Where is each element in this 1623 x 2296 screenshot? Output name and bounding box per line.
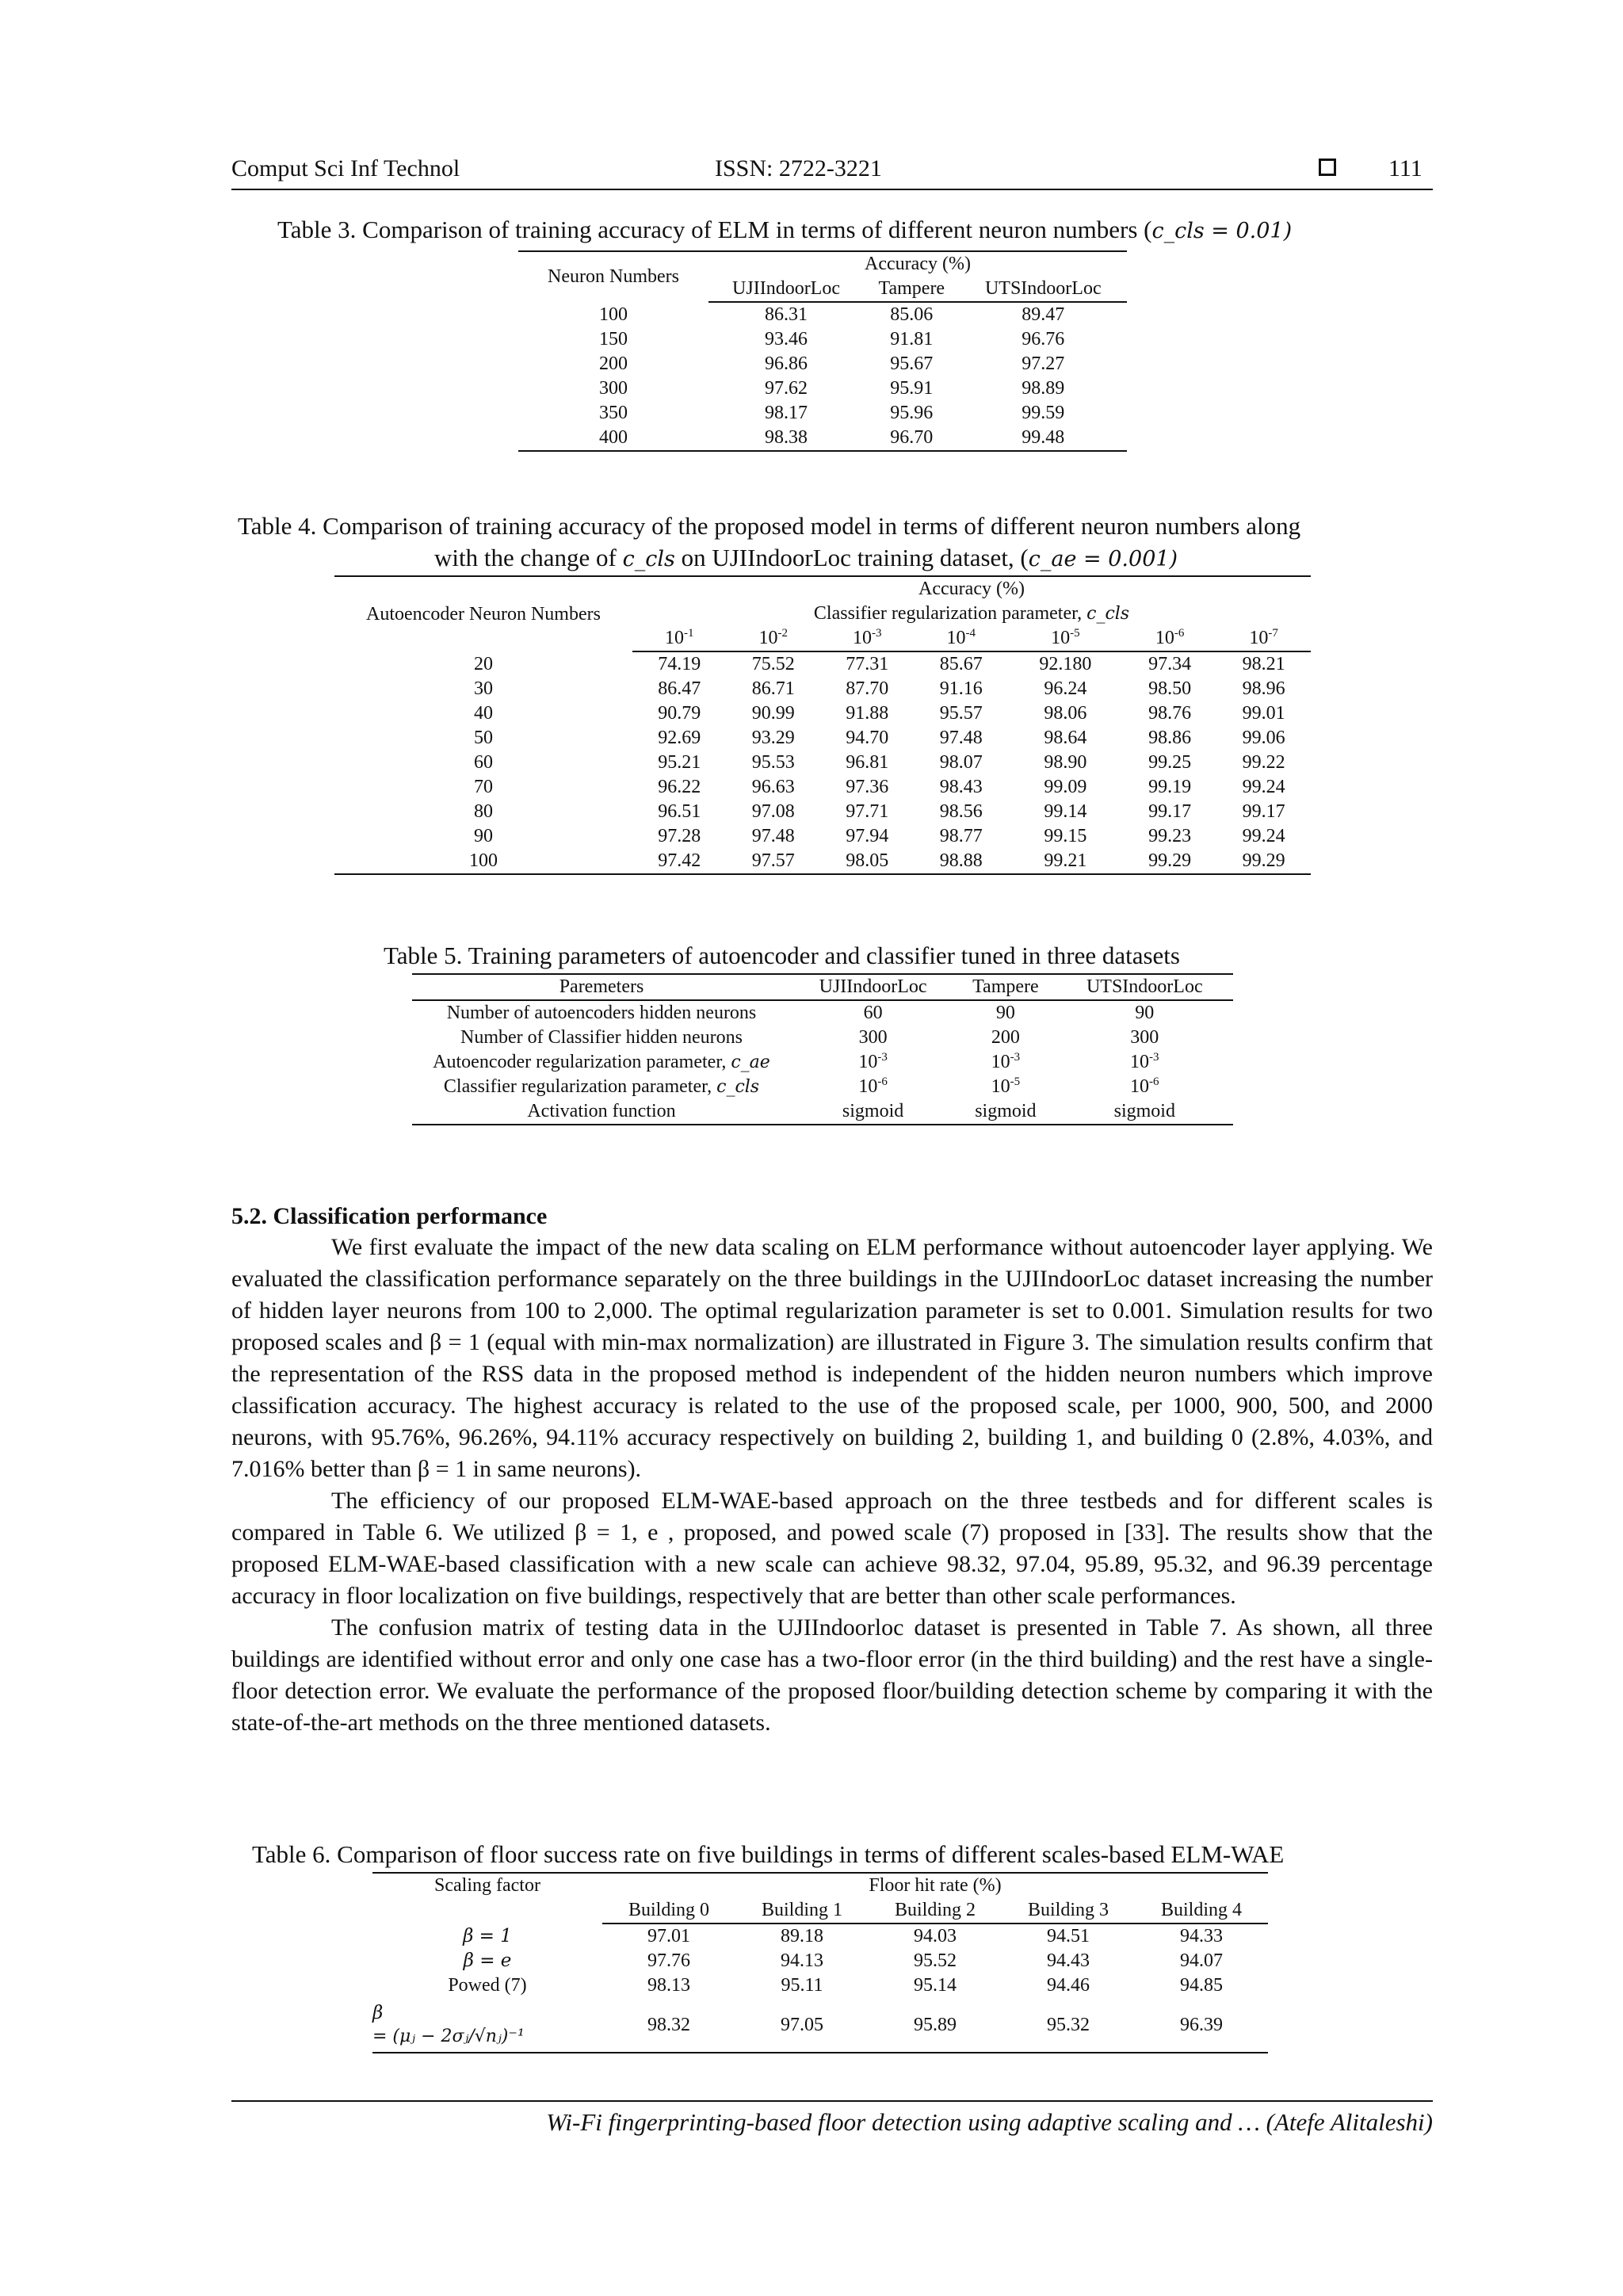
table-row: 100 97.42 97.57 98.05 98.88 99.21 99.29 99.29	[334, 849, 1311, 874]
table-row: 400 98.38 96.70 99.48	[518, 426, 1127, 451]
table6-col0: Scaling factor	[372, 1873, 602, 1924]
table6-caption: Table 6. Comparison of floor success rate on five buildings in terms of different scales-based ELM-WAE	[252, 1840, 1285, 1868]
table4-colhead: $10^{-5}$	[1008, 626, 1123, 651]
table5-caption: Table 5. Training parameters of autoencoder and classifier tuned in three datasets	[384, 942, 1180, 969]
table3-group: Accuracy (%)	[708, 251, 1127, 277]
table5-colhead: Tampere	[955, 974, 1056, 1000]
table-row: 80 96.51 97.08 97.71 98.56 99.14 99.17 99.17	[474, 801, 1285, 822]
table-row: 30 86.47 86.71 87.70 91.16 96.24 98.50 98.96	[474, 678, 1285, 699]
body-text	[231, 1232, 1433, 1739]
table3-colhead: UTSIndoorLoc	[960, 277, 1127, 302]
table-row: 150 93.46 91.81 96.76	[599, 329, 1065, 350]
table-row: Number of Classifier hidden neurons 300 200 300	[460, 1027, 1159, 1048]
table4-col0: Autoencoder Neuron Numbers	[334, 576, 632, 651]
table-row: β = 1 97.01 89.18 94.03 94.51 94.33	[463, 1925, 1223, 1946]
table3-col0: Neuron Numbers	[518, 251, 708, 302]
table-row: 90 97.28 97.48 97.94 98.77 99.15 99.23 99.24	[474, 826, 1285, 846]
table4-colhead: $10^{-6}$	[1123, 626, 1217, 651]
issn: ISSN: 2722-3221	[715, 155, 882, 181]
paragraph-3: The confusion matrix of testing data in the UJIIndoorloc dataset is presented in Table 7. As shown, all three buildings are identified without error and only one case has a two-floor error (in the third building) and the rest have a single-floor detection error. We evaluate the performance of the proposed floor/building detection scheme by comparing it with the state-of-the-art methods on the three mentioned datasets.	[231, 1614, 1433, 1736]
footer-rule	[231, 2100, 1433, 2102]
table6-colhead: Building 0	[602, 1898, 735, 1924]
table3-colhead: Tampere	[864, 277, 960, 302]
table5-colhead: Paremeters	[412, 974, 791, 1000]
table4-subgroup: Classifier regularization parameter, c_cls	[813, 603, 1130, 624]
table4-caption-line1: Table 4. Comparison of training accuracy of the proposed model in terms of different neuron numbers along	[238, 512, 1301, 540]
table3-colhead: UJIIndoorLoc	[708, 277, 864, 302]
table4-colhead: $10^{-1}$	[632, 626, 727, 651]
table6-colhead: Building 1	[735, 1898, 869, 1924]
paragraph-1: We first evaluate the impact of the new data scaling on ELM performance without autoencoder layer applying. We evaluated the classification performance separately on the three buildings in the UJIIndoorLoc dataset increasing the number of hidden layer neurons from 100 to 2,000. The optimal regularization parameter is set to 0.001. Simulation results for two proposed scales and β = 1 (equal with min-max normalization) are illustrated in Figure 3. The simulation results confirm that the representation of the RSS data in the proposed method is independent of the hidden neuron numbers which improve classification accuracy. The highest accuracy is related to the use of the proposed scale, per 1000, 900, 500, and 2000 neurons, with 95.76%, 96.26%, 94.11% accuracy respectively on building 2, building 1, and building 0 (2.8%, 4.03%, and 7.016% better than β = 1 in same neurons).	[231, 1234, 1433, 1482]
section-heading: 5.2. Classification performance	[231, 1203, 548, 1229]
table6-colhead: Building 3	[1002, 1898, 1135, 1924]
table6-colhead: Building 4	[1135, 1898, 1268, 1924]
table-row: 200 96.86 95.67 97.27	[599, 353, 1065, 374]
footer-running-title: Wi-Fi fingerprinting-based floor detection using adaptive scaling and … (Atefe Alitaleshi)	[546, 2108, 1433, 2136]
table-row: β = (μⱼ − 2σⱼ/√nⱼ)⁻¹ 98.32 97.05 95.89 95.32 96.39	[372, 1998, 1268, 2053]
table3-caption: Table 3. Comparison of training accuracy of ELM in terms of different neuron numbers (c_cls = 0.01)	[277, 216, 1293, 243]
table-row: 350 98.17 95.96 99.59	[599, 403, 1065, 423]
square-bullet-icon	[1319, 159, 1336, 176]
table-row: Powed (7) 98.13 95.11 95.14 94.46 94.85	[448, 1975, 1223, 1996]
table6-colhead: Building 2	[869, 1898, 1002, 1924]
table4	[334, 575, 1311, 875]
table5-colhead: UTSIndoorLoc	[1056, 974, 1233, 1000]
table6	[372, 1872, 1268, 2053]
table-row: 20 74.19 75.52 77.31 85.67 92.180 97.34 98.21	[474, 653, 1285, 674]
table-row: Classifier regularization parameter, c_cls $10^{-6}$ $10^{-5}$ $10^{-6}$	[443, 1075, 1159, 1097]
table-row: 60 95.21 95.53 96.81 98.07 98.90 99.25 99.22	[474, 752, 1285, 773]
table4-colhead: $10^{-2}$	[727, 626, 821, 651]
table4-colhead: $10^{-7}$	[1216, 626, 1311, 651]
journal-name: Comput Sci Inf Technol	[231, 155, 460, 181]
table-row: 50 92.69 93.29 94.70 97.48 98.64 98.86 99.06	[474, 728, 1285, 748]
table5-colhead: UJIIndoorLoc	[791, 974, 955, 1000]
table-row: β = e 97.76 94.13 95.52 94.43 94.07	[463, 1950, 1223, 1971]
table4-group: Accuracy (%)	[632, 576, 1311, 602]
table-row: 40 90.79 90.99 91.88 95.57 98.06 98.76 99.01	[474, 703, 1285, 724]
table-row: 300 97.62 95.91 98.89	[599, 378, 1065, 399]
table-row: Number of autoencoders hidden neurons 60 90 90	[446, 1003, 1155, 1023]
header-rule	[231, 189, 1433, 190]
table4-caption-line2: with the change of c_cls on UJIIndoorLoc training dataset, (c_ae = 0.001)	[434, 544, 1178, 571]
page-number: 111	[1388, 155, 1423, 181]
table6-group: Floor hit rate (%)	[602, 1873, 1268, 1898]
table4-colhead: $10^{-3}$	[820, 626, 915, 651]
table3	[518, 250, 1127, 452]
table5	[412, 973, 1233, 1125]
paragraph-2: The efficiency of our proposed ELM-WAE-based approach on the three testbeds and for different scales is compared in Table 6. We utilized β = 1, e , proposed, and powed scale (7) proposed in [33]. The results show that the proposed ELM-WAE-based classification with a new scale can achieve 98.32, 97.04, 95.89, 95.32, and 96.39 percentage accuracy in floor localization on five buildings, respectively that are better than other scale performances.	[231, 1488, 1433, 1609]
table-row: Autoencoder regularization parameter, c_ae $10^{-3}$ $10^{-3}$ $10^{-3}$	[433, 1051, 1159, 1072]
table-row: Activation function sigmoid sigmoid sigmoid	[412, 1099, 1233, 1125]
table-row: 70 96.22 96.63 97.36 98.43 99.09 99.19 99.24	[474, 777, 1285, 797]
table4-colhead: $10^{-4}$	[915, 626, 1009, 651]
table-row: 100 86.31 85.06 89.47	[599, 304, 1065, 325]
